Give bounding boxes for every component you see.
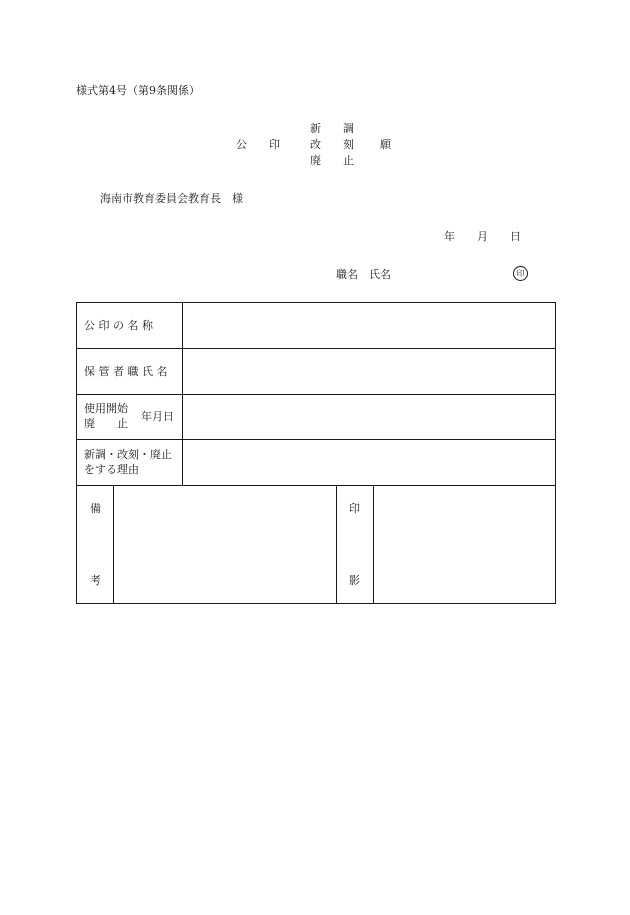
seal-circle: 印 xyxy=(513,266,528,281)
impression-field[interactable] xyxy=(374,486,555,603)
remarks-field[interactable] xyxy=(114,486,336,603)
label-date-suffix: 年月日 xyxy=(141,410,174,423)
label-date-line2: 廃 止 xyxy=(84,417,128,430)
title-option-recarve: 改 刻 xyxy=(310,138,354,151)
reason-field[interactable] xyxy=(183,440,555,485)
label-cell xyxy=(77,303,183,348)
remarks-label-bottom: 考 xyxy=(90,574,101,587)
table-row-custodian xyxy=(77,349,555,395)
label-reason-line1: 新調・改刻・廃止 xyxy=(84,448,172,461)
label-cell xyxy=(77,440,183,485)
table-row-seal-name xyxy=(77,303,555,349)
remarks-label-top: 備 xyxy=(90,502,101,515)
seal-mark xyxy=(513,266,528,281)
impression-label-bottom: 影 xyxy=(349,574,360,587)
applicant-label: 職名 氏名 xyxy=(336,268,391,281)
title-suffix: 願 xyxy=(380,138,391,151)
label-seal-name: 公 印 の 名 称 xyxy=(84,319,153,332)
label-date-line1: 使用開始 xyxy=(84,402,128,415)
title-prefix: 公 印 xyxy=(236,138,280,151)
application-table xyxy=(76,302,556,604)
custodian-field[interactable] xyxy=(183,349,555,394)
date-field[interactable] xyxy=(183,395,555,439)
date-line: 年 月 日 xyxy=(444,230,521,243)
label-cell xyxy=(77,395,183,439)
table-row-date xyxy=(77,395,555,440)
table-row-remarks-impression xyxy=(77,486,555,603)
form-number: 様式第4号（第9条関係） xyxy=(76,84,200,97)
label-custodian: 保 管 者 職 氏 名 xyxy=(84,365,168,378)
seal-name-field[interactable] xyxy=(183,303,555,348)
addressee: 海南市教育委員会教育長 様 xyxy=(100,192,243,205)
divider xyxy=(336,486,337,603)
table-row-reason xyxy=(77,440,555,486)
impression-label-top: 印 xyxy=(349,502,360,515)
label-cell xyxy=(77,349,183,394)
label-reason-line2: をする理由 xyxy=(84,463,139,476)
title-option-new: 新 調 xyxy=(310,122,354,135)
title-option-abolish: 廃 止 xyxy=(310,154,354,167)
